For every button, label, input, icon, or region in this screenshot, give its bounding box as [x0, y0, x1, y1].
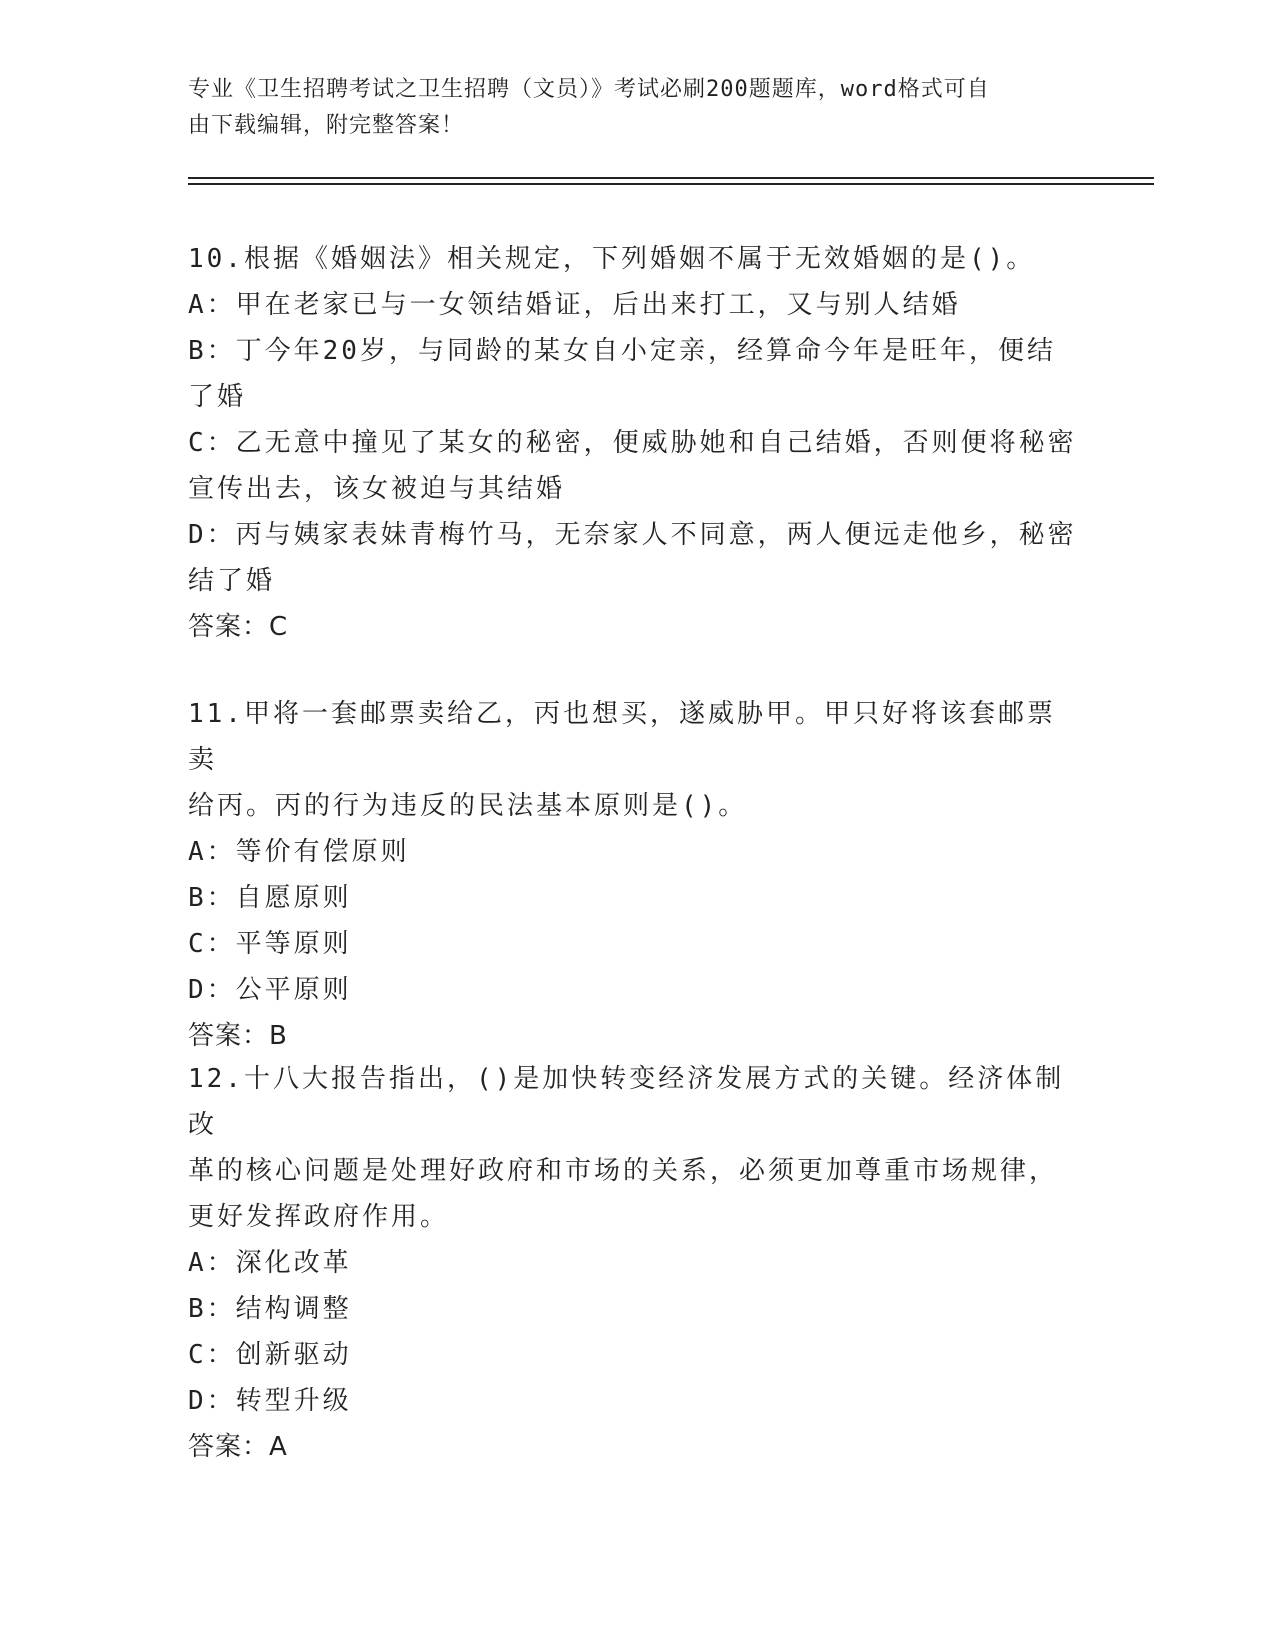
answer-label: 答案：C: [188, 612, 289, 642]
option-c: C：乙无意中撞见了某女的秘密，便威胁她和自己结婚，否则便将秘密: [188, 428, 1077, 458]
question-stem: 12.十八大报告指出，()是加快转变经济发展方式的关键。经济体制改: [188, 1064, 1065, 1140]
question-stem: 10.根据《婚姻法》相关规定，下列婚姻不属于无效婚姻的是()。: [188, 244, 1036, 274]
option-a: A：等价有偿原则: [188, 837, 410, 867]
answer-label: 答案：A: [188, 1432, 288, 1462]
question-stem-cont: 革的核心问题是处理好政府和市场的关系，必须更加尊重市场规律，: [188, 1156, 1059, 1186]
question-12: [188, 1056, 1078, 1470]
option-a: A：深化改革: [188, 1248, 352, 1278]
header-line: 专业《卫生招聘考试之卫生招聘（文员）》考试必刷200题题库，word格式可自: [188, 77, 990, 102]
question-stem: 11.甲将一套邮票卖给乙，丙也想买，遂威胁甲。甲只好将该套邮票卖: [188, 699, 1056, 775]
option-c: C：平等原则: [188, 929, 352, 959]
option-a: A：甲在老家已与一女领结婚证，后出来打工，又与别人结婚: [188, 290, 961, 320]
option-d: D：丙与姨家表妹青梅竹马，无奈家人不同意，两人便远走他乡，秘密: [188, 520, 1077, 550]
question-11: [188, 691, 1078, 1059]
document-header: [188, 72, 1068, 144]
header-divider: [188, 177, 1154, 179]
option-d: D：公平原则: [188, 975, 352, 1005]
option-b: B：自愿原则: [188, 883, 352, 913]
option-d-cont: 结了婚: [188, 566, 276, 596]
option-d: D：转型升级: [188, 1386, 352, 1416]
header-divider: [188, 183, 1154, 185]
question-10: [188, 236, 1078, 650]
option-b: B：丁今年20岁，与同龄的某女自小定亲，经算命今年是旺年，便结: [188, 336, 1056, 366]
option-b-cont: 了婚: [188, 382, 247, 412]
question-stem-cont: 更好发挥政府作用。: [188, 1202, 450, 1232]
question-stem-cont: 给丙。丙的行为违反的民法基本原则是()。: [188, 791, 748, 821]
header-line: 由下载编辑，附完整答案！: [188, 113, 465, 138]
option-c: C：创新驱动: [188, 1340, 352, 1370]
option-c-cont: 宣传出去，该女被迫与其结婚: [188, 474, 566, 504]
answer-label: 答案：B: [188, 1021, 288, 1051]
option-b: B：结构调整: [188, 1294, 352, 1324]
